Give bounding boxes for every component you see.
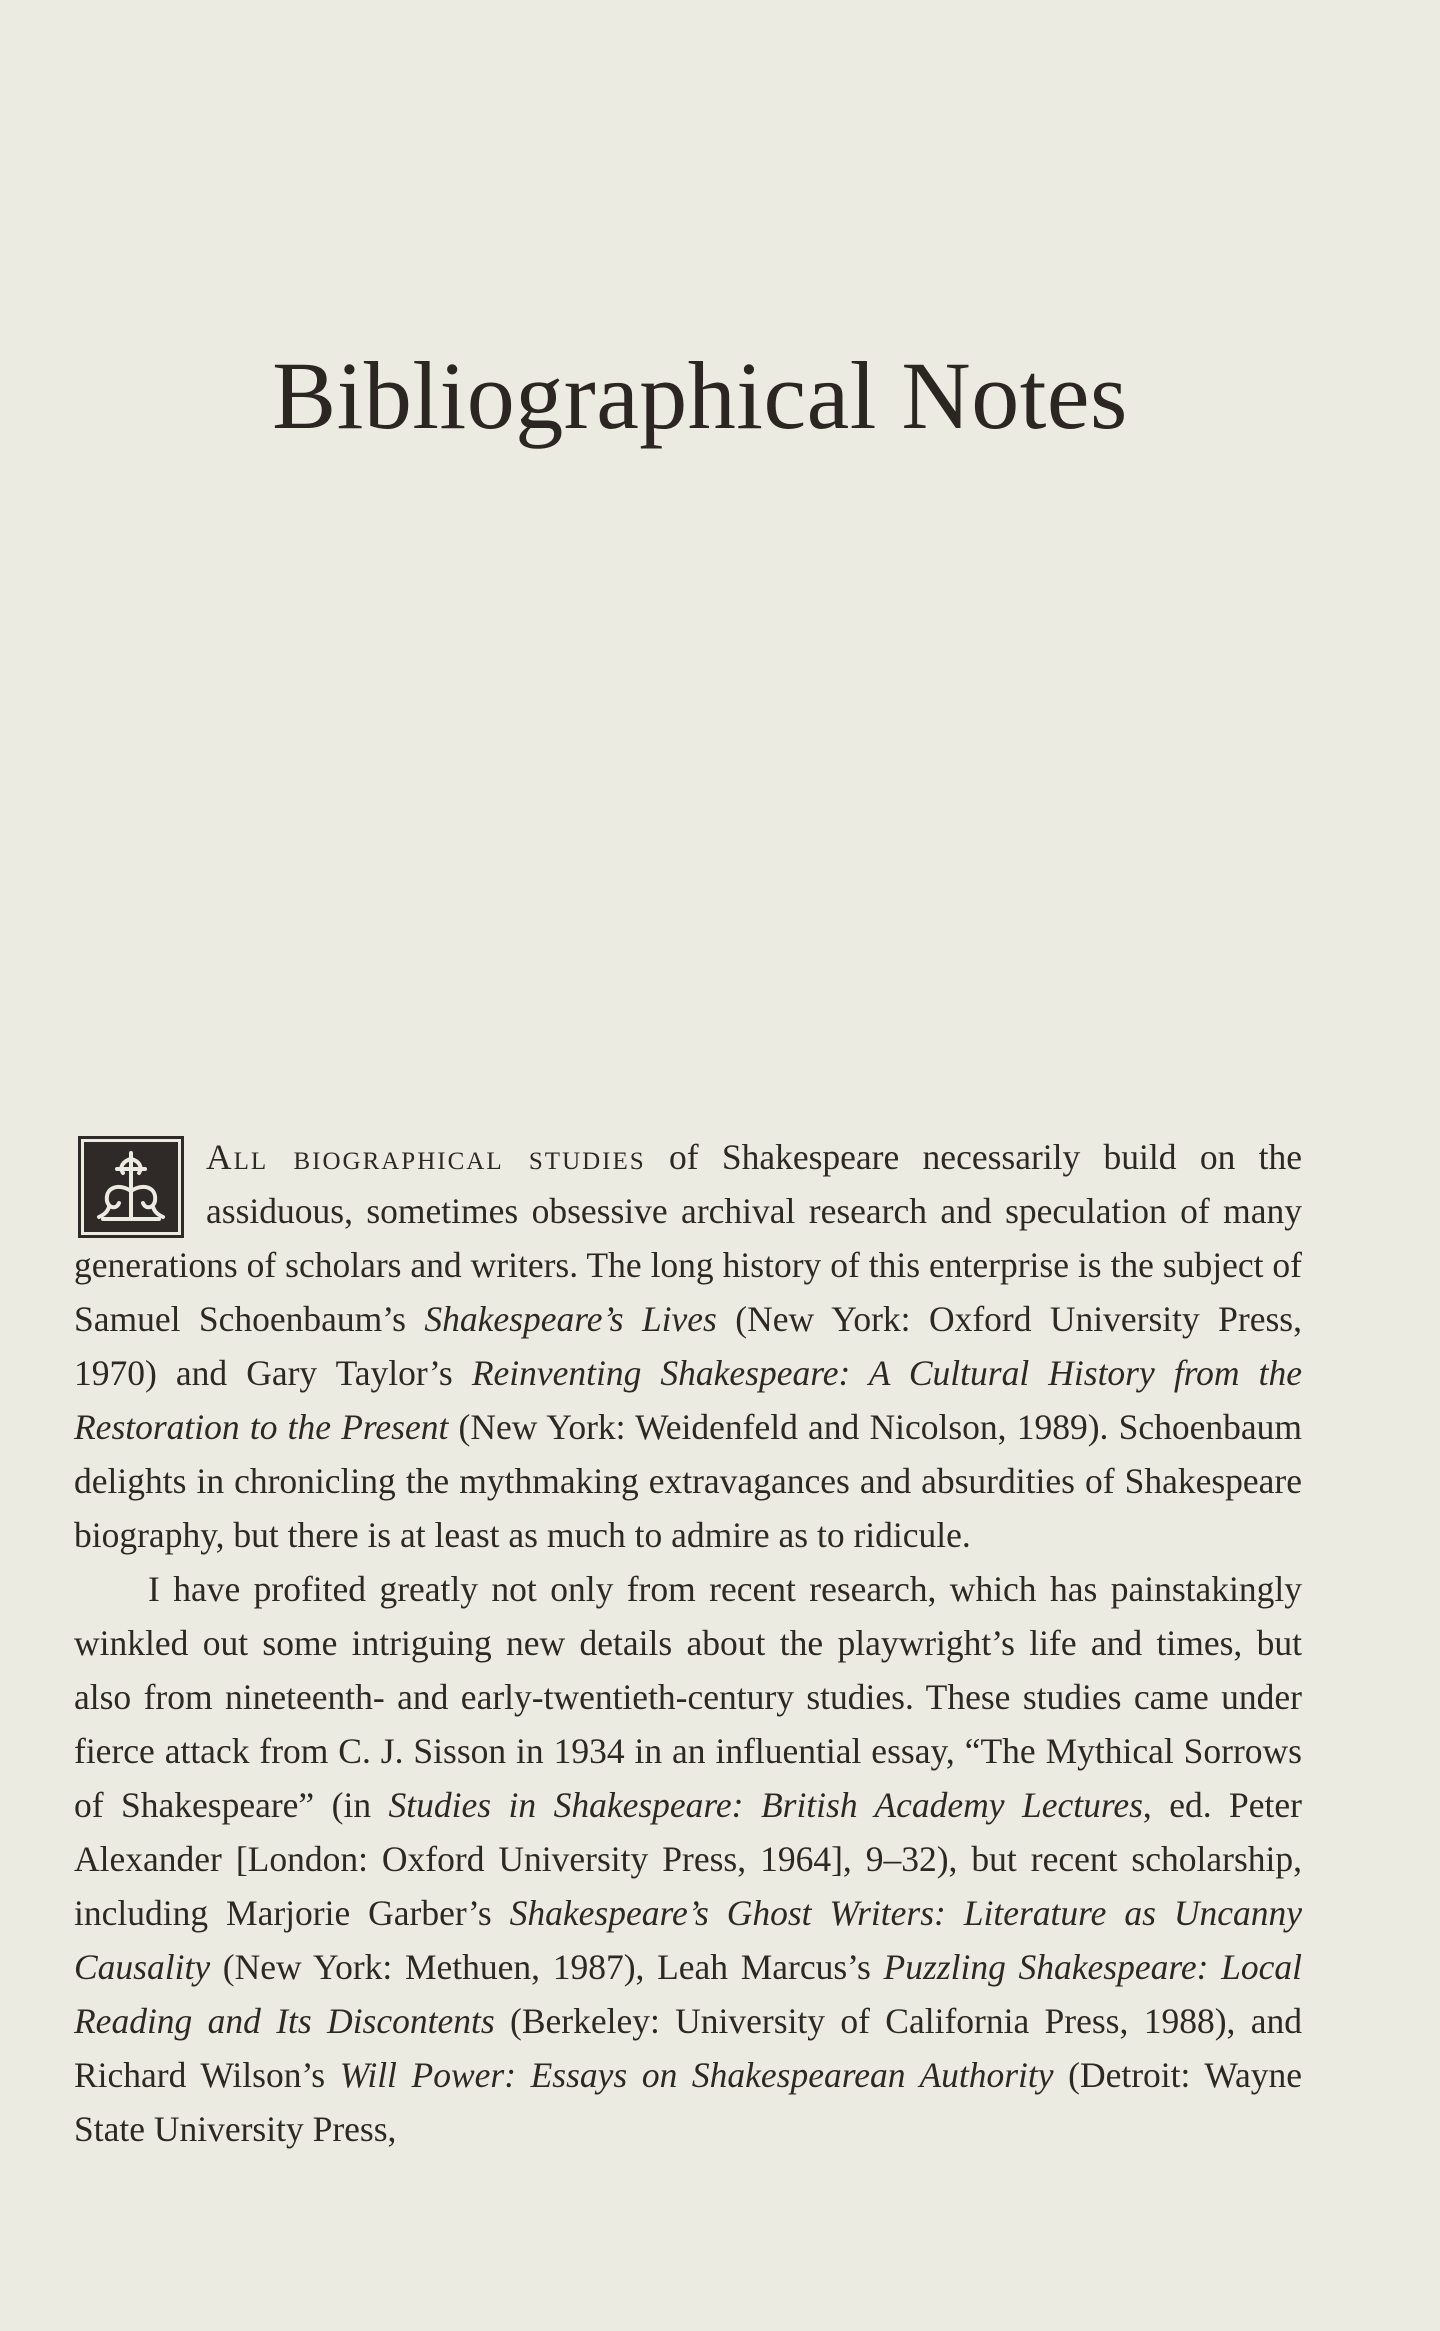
ornament-glyph (89, 1147, 173, 1227)
p2-text-1: I have profited greatly not only from recent research, which has painstakingly winkled out some intriguing new details about the playwright’s life and times, but also from nineteenth- and early-twentieth-century studies. These studies came under fierce attack from C. J. Sisson in 1934 in an influential essay, “The Mythical Sorrows of Shakespeare” (in (74, 1569, 1302, 1825)
p1-title-2: Reinventing Shakespeare: A Cultural History from the Restoration to the Present (74, 1353, 1303, 1447)
opening-smallcaps: All biographical studies (206, 1137, 646, 1177)
p2-text-4: (Berkeley: University of California Press, 1988), and Richard Wilson’s (74, 2001, 1302, 2095)
page-title: Bibliographical Notes (272, 342, 1128, 449)
body-text (74, 1130, 1302, 2156)
p2-title-3: Puzzling Shakespeare: Local Reading and Its Discontents (74, 1947, 1302, 2041)
p2-title-4: Will Power: Essays on Shakespearean Authority (339, 2055, 1054, 2095)
p2-title-2: Shakespeare’s Ghost Writers: Literature as Uncanny Causality (74, 1893, 1303, 1987)
p2-text-3: (New York: Methuen, 1987), Leah Marcus’s (210, 1947, 884, 1987)
p2-text-5: (Detroit: Wayne State University Press, (74, 2055, 1302, 2149)
p1-title-1: Shakespeare’s Lives (424, 1299, 717, 1339)
p2-text-2: , ed. Peter Alexander [London: Oxford University Press, 1964], 9–32), but recent scholarship, including Marjorie Garber’s (74, 1785, 1302, 1933)
p1-text-3: (New York: Weidenfeld and Nicolson, 1989). Schoenbaum delights in chronicling the mythmaking extravagances and absurdities of Shakespeare biography, but there is at least as much to admire as to ridicule. (74, 1407, 1302, 1555)
p2-title-1: Studies in Shakespeare: British Academy Lectures (388, 1785, 1143, 1825)
paragraph-1 (74, 1130, 1302, 1562)
p1-text-1: of Shakespeare necessarily build on the assiduous, sometimes obsessive archival research and speculation of many generations of scholars and writers. The long history of this enterprise is the subject of Samuel Schoenbaum’s (74, 1137, 1302, 1339)
paragraph-2 (74, 1562, 1302, 2156)
p1-text-2: (New York: Oxford University Press, 1970) and Gary Taylor’s (74, 1299, 1303, 1393)
fleur-de-lis-ornament-icon (78, 1136, 184, 1238)
